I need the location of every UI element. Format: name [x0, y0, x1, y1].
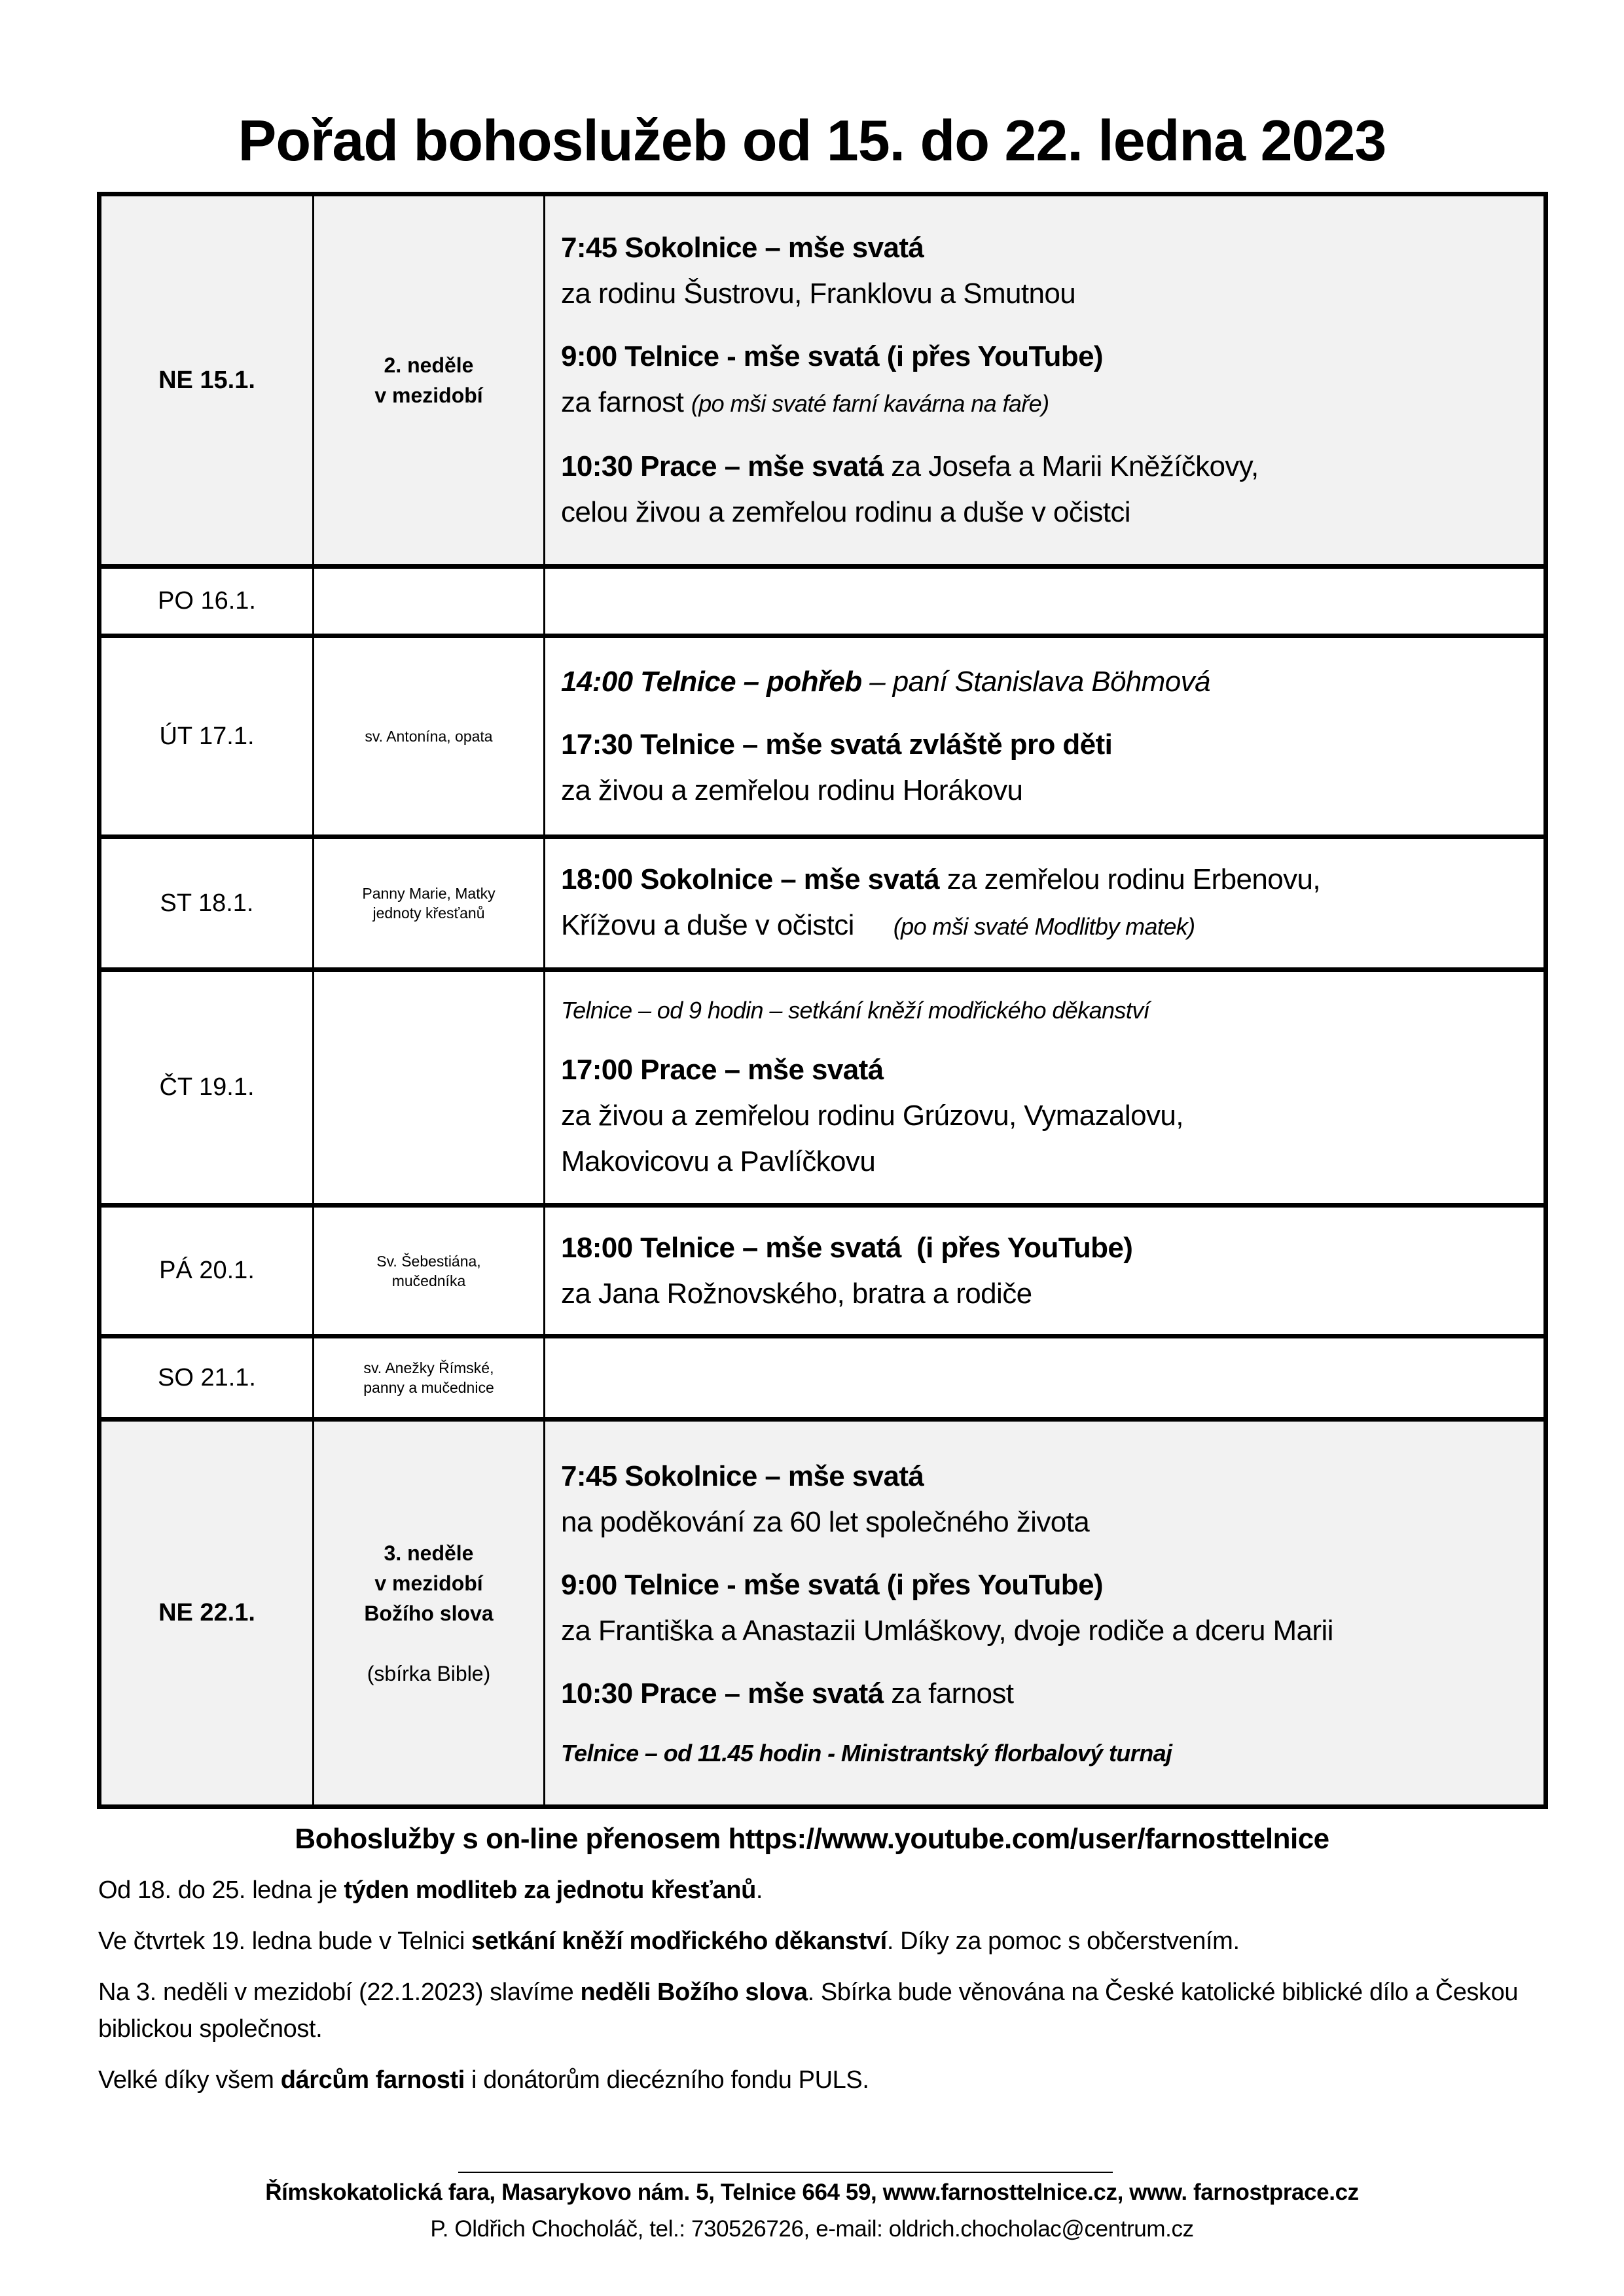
- event-line: za rodinu Šustrovu, Franklovu a Smutnou: [561, 278, 1076, 310]
- feast-line: Sv. Šebestiána,: [376, 1252, 481, 1270]
- note: [98, 2062, 1551, 2098]
- note-text: i donátorům diecézního fondu PULS.: [464, 2066, 869, 2094]
- event-notice: Telnice – od 9 hodin – setkání kněží modřického děkanství: [561, 996, 1150, 1024]
- event-line: za Františka a Anastazii Umláškovy, dvoje rodiče a dceru Marii: [561, 1614, 1333, 1647]
- note-text: . Sbírka bude věnována na České katolické biblické dílo a Českou biblickou společnost.: [98, 1979, 1519, 2043]
- feast-line: v mezidobí: [374, 384, 483, 407]
- event-head: 17:00 Prace – mše svatá: [561, 1053, 884, 1086]
- day-cell: ČT 19.1.: [99, 970, 314, 1206]
- feast-line: sv. Antonína, opata: [365, 728, 493, 745]
- events-cell: [545, 567, 1546, 636]
- feast-line: Panny Marie, Matky: [362, 885, 496, 902]
- day-cell: SO 21.1.: [99, 1336, 314, 1420]
- note-text: Na 3. neděli v mezidobí (22.1.2023) slavíme: [98, 1979, 581, 2006]
- notes: [98, 1872, 1551, 2113]
- event: [561, 659, 1543, 705]
- footer-divider: [458, 2172, 1113, 2173]
- feast-cell: [314, 837, 545, 970]
- note: [98, 1974, 1551, 2047]
- event-notice: Telnice – od 11.45 hodin - Ministrantský florbalový turnaj: [561, 1739, 1172, 1767]
- event: [561, 1454, 1543, 1545]
- feast-cell: [314, 567, 545, 636]
- event-rest: – paní Stanislava Böhmová: [861, 666, 1210, 698]
- event-line: [561, 903, 1543, 950]
- event-head: 9:00 Telnice - mše svatá (i přes YouTube): [561, 340, 1103, 372]
- event-rest: za farnost: [883, 1677, 1014, 1710]
- events-cell: [545, 970, 1546, 1206]
- feast-cell: [314, 194, 545, 567]
- event-head: 7:45 Sokolnice – mše svatá: [561, 232, 924, 264]
- event: [561, 1225, 1543, 1317]
- day-cell: ÚT 17.1.: [99, 636, 314, 837]
- note: [98, 1923, 1551, 1960]
- event-head: 10:30 Prace – mše svatá: [561, 450, 884, 482]
- feast-cell: [314, 1420, 545, 1807]
- schedule-row: [99, 636, 1546, 837]
- note-text: Velké díky všem: [98, 2066, 281, 2094]
- feast-line: v mezidobí: [374, 1571, 483, 1595]
- event-head: 10:30 Prace – mše svatá: [561, 1677, 884, 1710]
- event: [561, 722, 1543, 814]
- schedule-row: [99, 837, 1546, 970]
- schedule-row: [99, 970, 1546, 1206]
- events-cell: [545, 1206, 1546, 1336]
- event: [561, 1047, 1543, 1185]
- schedule-row: [99, 567, 1546, 636]
- event: [561, 857, 1543, 950]
- event-rest: za zemřelou rodinu Erbenovu,: [939, 863, 1320, 895]
- feast-line: mučedníka: [391, 1272, 466, 1289]
- events-cell: [545, 194, 1546, 567]
- events-cell: [545, 1420, 1546, 1807]
- note-emphasis: setkání kněží modřického děkanství: [471, 1928, 887, 1955]
- event-line: Makovicovu a Pavlíčkovu: [561, 1145, 876, 1177]
- schedule-row: [99, 194, 1546, 567]
- feast-line: 3. neděle: [384, 1541, 474, 1565]
- event-head: 17:30 Telnice – mše svatá zvláště pro děti: [561, 728, 1113, 761]
- feast-cell: [314, 636, 545, 837]
- online-stream-link[interactable]: Bohoslužby s on-line přenosem https://www.youtube.com/user/farnosttelnice: [295, 1823, 1329, 1855]
- event-line-note: (po mši svaté farní kavárna na faře): [691, 390, 1049, 417]
- feast-cell: [314, 1336, 545, 1420]
- note-text: . Díky za pomoc s občerstvením.: [886, 1928, 1240, 1955]
- event-line: za živou a zemřelou rodinu Horákovu: [561, 774, 1023, 806]
- event: [561, 225, 1543, 317]
- note-text: Ve čtvrtek 19. ledna bude v Telnici: [98, 1928, 472, 1955]
- event-line: [561, 380, 1543, 427]
- day-cell: PÁ 20.1.: [99, 1206, 314, 1336]
- event-line-note: (po mši svaté Modlitby matek): [893, 913, 1195, 940]
- event: [561, 1562, 1543, 1654]
- feast-cell: [314, 970, 545, 1206]
- footer-contact: P. Oldřich Chocholáč, tel.: 730526726, e-mail: oldrich.chocholac@centrum.cz: [430, 2216, 1194, 2242]
- note-emphasis: dárcům farnosti: [280, 2066, 465, 2094]
- event-line-text: za farnost: [561, 386, 691, 418]
- feast-line: panny a mučednice: [363, 1379, 494, 1396]
- feast-line: jednoty křesťanů: [372, 905, 485, 922]
- schedule-row: [99, 1420, 1546, 1807]
- events-cell: [545, 1336, 1546, 1420]
- note: [98, 1872, 1551, 1909]
- schedule-row: [99, 1336, 1546, 1420]
- event-head: 18:00 Telnice – mše svatá (i přes YouTube): [561, 1231, 1133, 1264]
- event-line: celou živou a zemřelou rodinu a duše v očistci: [561, 496, 1130, 528]
- event-head: 9:00 Telnice - mše svatá (i přes YouTube): [561, 1568, 1103, 1601]
- event-line: na poděkování za 60 let společného života: [561, 1505, 1090, 1538]
- page-title: Pořad bohoslužeb od 15. do 22. ledna 2023: [238, 108, 1386, 173]
- schedule-row: [99, 1206, 1546, 1336]
- footer-address: Římskokatolická fara, Masarykovo nám. 5, Telnice 664 59, www.farnosttelnice.cz, www. farnostprace.cz: [265, 2179, 1359, 2205]
- event-head-line: [561, 857, 1543, 903]
- note-emphasis: neděli Božího slova: [580, 1979, 808, 2006]
- feast-cell: [314, 1206, 545, 1336]
- note-emphasis: týden modliteb za jednotu křesťanů: [344, 1876, 756, 1904]
- note-text: Od 18. do 25. ledna je: [98, 1876, 344, 1904]
- day-cell: NE 22.1.: [99, 1420, 314, 1807]
- day-cell: ST 18.1.: [99, 837, 314, 970]
- events-cell: [545, 636, 1546, 837]
- event-head-line: [561, 444, 1543, 490]
- event: [561, 444, 1543, 535]
- schedule-table: [97, 192, 1548, 1809]
- event: [561, 1671, 1543, 1717]
- event-line: za Jana Rožnovského, bratra a rodiče: [561, 1277, 1032, 1310]
- feast-line: sv. Anežky Římské,: [363, 1359, 494, 1376]
- event-head: 7:45 Sokolnice – mše svatá: [561, 1460, 924, 1492]
- event-line: za živou a zemřelou rodinu Grúzovu, Vymazalovu,: [561, 1099, 1183, 1132]
- event-line-text: Křížovu a duše v očistci: [561, 909, 854, 941]
- day-cell: NE 15.1.: [99, 194, 314, 567]
- feast-note: (sbírka Bible): [367, 1661, 491, 1685]
- events-cell: [545, 837, 1546, 970]
- event-head: 14:00 Telnice – pohřeb: [561, 666, 862, 698]
- note-text: .: [755, 1876, 763, 1904]
- feast-line: Božího slova: [364, 1601, 494, 1625]
- event: [561, 334, 1543, 427]
- event-head: 18:00 Sokolnice – mše svatá: [561, 863, 940, 895]
- event-rest: za Josefa a Marii Kněžíčkovy,: [883, 450, 1259, 482]
- day-cell: PO 16.1.: [99, 567, 314, 636]
- feast-line: 2. neděle: [384, 353, 474, 377]
